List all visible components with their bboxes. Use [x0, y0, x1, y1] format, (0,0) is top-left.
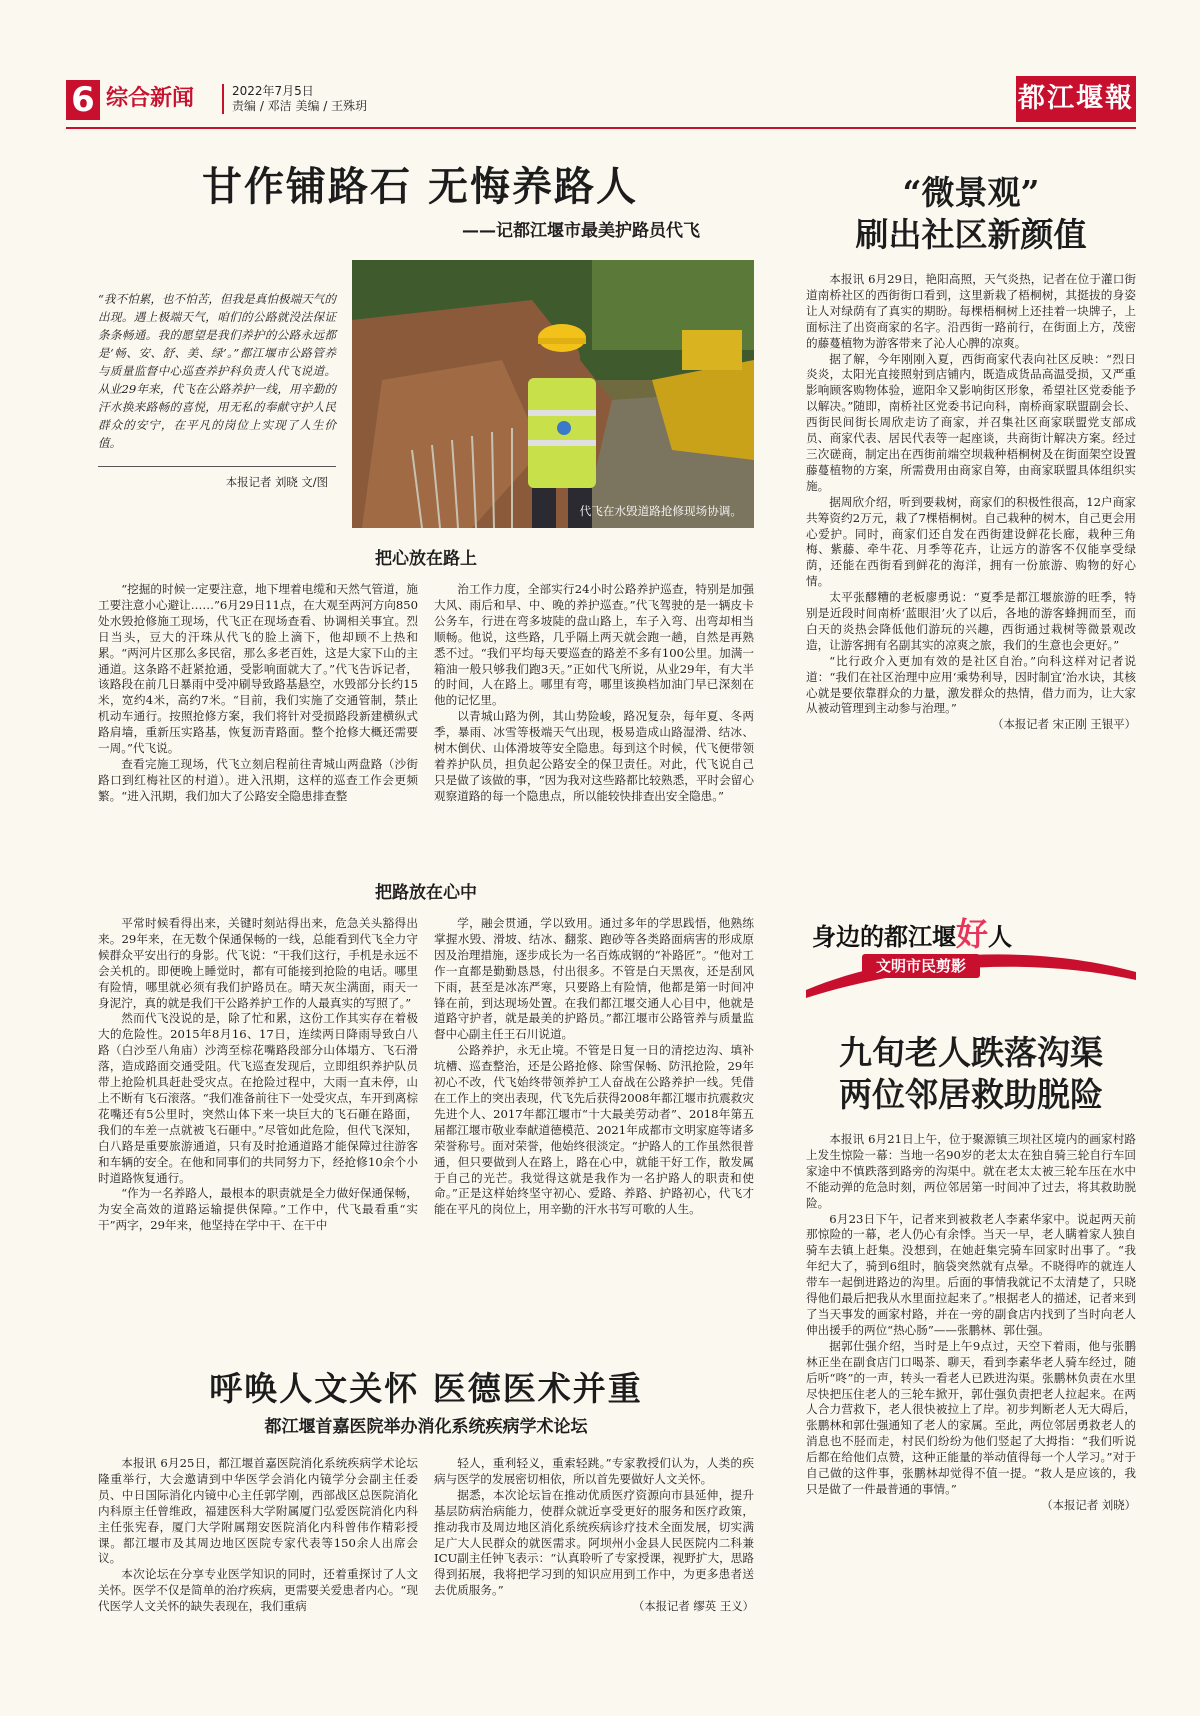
article4-byline: （本报记者 缪英 王义）	[632, 1599, 754, 1614]
issue-editors: 责编 / 邓洁 美编 / 王殊玥	[232, 99, 368, 113]
article4-column-1	[98, 1456, 418, 1652]
banner-title	[812, 915, 1013, 953]
article1-lead: “我不怕累，也不怕苦，但我是真怕极端天气的出现。遇上极端天气，咱们的公路就没法保证条条畅通。我的愿望是我们养护的公路永远都是‘畅、安、舒、美、绿’。”都江堰市公路管养与质量监督中心巡查养护科负责人代飞说道。从业29年来，代飞在公路养护一线，用辛勤的汗水换来路畅的喜悦，用无私的奉献守护人民群众的安宁，在平凡的岗位上实现了人生价值。	[98, 292, 336, 450]
paragraph: 然而代飞没说的是，除了忙和累，这份工作其实存在着极大的危险性。2015年8月16、17日，连续两日降雨导致白八路（白沙至八角庙）沙湾至棕花嘴路段部分山体塌方、飞石滑落，造成路面交通受阻。代飞巡查发现后，立即组织养护队员带上抢险机具赶赴受灾点。在抢险过程中，大雨一直未停，山上不断有飞石滚落。“我们准备前往下一处受灾点，车开到离棕花嘴还有5公里时，突然山体下来一块巨大的飞石砸在路面，我们的车差一点就被飞石砸中。”尽管如此危险，但代飞深知，白八路是重要旅游通道，只有及时抢通道路才能保障过往游客和车辆的安全。在他和同事们的共同努力下，经抢修10余个小时道路恢复通行。	[98, 1011, 418, 1185]
paragraph: 治工作力度，全部实行24小时公路养护巡查，特别是加强大风、雨后和早、中、晚的养护巡查。”代飞驾驶的是一辆皮卡公务车，行进在弯多坡陡的盘山路上，车子入弯、出弯却相当顺畅。他说，这些路，几乎隔上两天就会跑一趟，自然是再熟悉不过。“我们平均每天要巡查的路差不多有100公里。加满一箱油一般只够我们跑3天。”正如代飞所说，从业29年，有大半的时间，人在路上。哪里有弯，哪里该换档加油门早已深刻在他的记忆里。	[434, 582, 754, 708]
issue-date: 2022年7月5日	[232, 84, 314, 98]
article3-body	[806, 1132, 1136, 1632]
article3-title	[806, 1032, 1136, 1116]
article1-subtitle: ——记都江堰市最美护路员代飞	[462, 221, 700, 241]
banner-hao: 好	[956, 915, 989, 953]
banner-text-b: 人	[988, 922, 1013, 951]
article4-title: 呼唤人文关怀 医德医术并重	[209, 1369, 643, 1408]
paragraph: 据周欣介绍，听到要栽树，商家们的积极性很高，12户商家共筹资约2万元，栽了7棵梧桐树。自己栽种的树木，自己更会用心爱护。同时，商家们还自发在西街建设鲜花长廊，栽种三角梅、紫藤、牵牛花、月季等花卉，让远方的游客不仅能享受绿荫，还能在西街看到鲜花的海洋，拥有一份旅游、购物的好心情。	[806, 494, 1136, 589]
banner-text-a: 身边的都江堰	[812, 922, 956, 951]
lead-divider	[98, 466, 336, 467]
article2-body	[806, 272, 1136, 884]
paragraph: 本次论坛在分享专业医学知识的同时，还着重探讨了人文关怀。医学不仅是简单的治疗疾病，更需要关爱患者内心。“现代医学人文关怀的缺失表现在，我们重病	[98, 1567, 418, 1614]
section2-column-2	[434, 916, 754, 1336]
paragraph: 学，融会贯通，学以致用。通过多年的学思践悟，他熟练掌握水毁、滑坡、结冰、翻浆、跑砂等各类路面病害的形成原因及治理措施，逐步成长为一名百炼成钢的“补路匠”。“他对工作一直都是勤勤恳恳，付出很多。不管是白天黑夜，还是刮风下雨，甚至是冰冻严寒，只要路上有险情，他都是第一时间冲锋在前，到达现场处置。在我们都江堰交通人心目中，他就是道路守护者，就是最美的护路员。”都江堰市公路管养与质量监督中心副主任王石川说道。	[434, 916, 754, 1042]
banner-subtitle: 文明市民剪影	[862, 954, 980, 978]
paragraph: 据悉，本次论坛旨在推动优质医疗资源向市县延伸，提升基层防病治病能力，使群众就近享受更好的服务和医疗政策，推动我市及周边地区消化系统疾病诊疗技术全面发展，切实满足广大人民群众的就医需求。阿坝州小金县人民医院内二科兼ICU副主任钟飞表示：“认真聆听了专家授课，视野扩大，思路得到拓展，我将把学习到的知识应用到工作中，为更多患者送去优质服务。”	[434, 1487, 754, 1598]
paragraph: 本报讯 6月29日，艳阳高照，天气炎热，记者在位于灌口街道南桥社区的西街街口看到，这里新栽了梧桐树，其挺拔的身姿让人对绿荫有了真实的期盼。每棵梧桐树上还挂着一块牌子，上面标注了出资商家的名字。沿西街一路前行，在街面上方，茂密的藤蔓植物为游客带来了沁人心脾的凉爽。	[806, 272, 1136, 350]
paragraph: 公路养护，永无止境。不管是日复一日的清挖边沟、填补坑槽、巡查整治，还是公路抢修、除雪保畅、防汛抢险，29年初心不改，代飞始终带领养护工人奋战在公路养护一线。凭借在工作上的突出表现，代飞先后获得2008年都江堰市抗震救灾先进个人、2017年都江堰市“十大最美劳动者”、2018年第五届都江堰市敬业奉献道德模范、2021年成都市文明家庭等诸多荣誉称号。面对荣誉，他始终很淡定。“护路人的工作虽然很普通，但只要做到人在路上，路在心中，就能干好工作，散发属于自己的光芒。我觉得这就是我作为一名护路人的职责和使命。”正是这样始终坚守初心、爱路、养路、护路初心，代飞才能在平凡的岗位上，用辛勤的汗水书写可歌的人生。	[434, 1043, 754, 1217]
paragraph: 本报讯 6月25日，都江堰首嘉医院消化系统疾病学术论坛隆重举行，大会邀请到中华医学会消化内镜学分会副主任委员、中日国际消化内镜中心主任郭学刚，西部战区总医院消化内科原主任曾维政，福建医科大学附属厦门弘爱医院消化内科主任张宪春，厦门大学附属翔安医院消化内科曾伟作精彩授课。都江堰市及其周边地区医院专家代表等150余人出席会议。	[98, 1456, 418, 1566]
section1-column-2	[434, 582, 754, 870]
article4-column-2	[434, 1456, 754, 1652]
newspaper-logo: 都江堰報	[1016, 76, 1136, 122]
article1-title: 甘作铺路石 无悔养路人	[202, 163, 638, 210]
paragraph: 轻人，重利轻义，重索轻跳。”专家教授们认为，人类的疾病与医学的发展密切相依，所以首先要做好人文关怀。	[434, 1456, 754, 1486]
paragraph: 以青城山路为例，其山势险峻，路况复杂，每年夏、冬两季，暴雨、冰雪等极端天气出现，极易造成山路湿滑、结冰、树木倒伏、山体滑坡等安全隐患。每到这个时候，代飞便带领着养护队员，担负起公路安全的保卫责任。对此，代飞说自己只是做了该做的事，“因为我对这些路都比较熟悉，平时会留心观察道路的每一个隐患点，所以能较快排查出安全隐患。”	[434, 709, 754, 803]
section2-heading: 把路放在心中	[375, 883, 477, 903]
article1-photo	[352, 260, 754, 528]
page-number: 6	[66, 80, 100, 120]
section1-column-1	[98, 582, 418, 870]
paragraph: “挖掘的时候一定要注意，地下埋着电缆和天然气管道，施工要注意小心避让……”6月29日11点，在大观至两河方向850处水毁抢修施工现场，代飞正在现场查看、协调相关事宜。烈日当头，豆大的汗珠从代飞的脸上滴下，他却顾不上热和累。“两河片区那么多民宿，那么多老百姓，这是大家下山的主通道。这条路不赶紧抢通，受影响面就大了。”代飞告诉记者，该路段在前几日暴雨中受冲刷导致路基悬空，水毁部分长约15米，宽约4米，高约7米。“目前，我们实施了交通管制，禁止机动车通行。按照抢修方案，我们将针对受损路段新建横纵式路肩墙，重新压实路基，恢复沥青路面。整个抢修大概还需要一周。”代飞说。	[98, 582, 418, 756]
paragraph: 6月23日下午，记者来到被救老人李素华家中。说起两天前那惊险的一幕，老人仍心有余悸。当天一早，老人瞒着家人独自骑车去镇上赶集。没想到，在她赶集完骑车回家时出事了。“我年纪大了，骑到6组时，脑袋突然就有点晕。不晓得咋的就连人带车一起倒进路边的沟里。后面的事情我就记不太清楚了，只晓得他们最后把我从水里面拉起来了。”根据老人的描述，记者来到了当天事发的画家村路，并在一旁的副食店内找到了当时向老人伸出援手的两位“热心肠”——张鹏林、郭仕强。	[806, 1211, 1136, 1337]
article3-byline: （本报记者 刘晓）	[1041, 1497, 1136, 1512]
article3-title-line1: 九旬老人跌落沟渠	[839, 1033, 1103, 1072]
photo-caption: 代飞在水毁道路抢修现场协调。	[579, 504, 742, 518]
column-banner	[806, 912, 1136, 998]
road-repair-photo	[352, 260, 754, 528]
paragraph: 太平张醪糟的老板廖勇说：“夏季是都江堰旅游的旺季，特别是近段时间南桥‘蓝眼泪’火了以后，各地的游客蜂拥而至，而白天的炎热会降低他们游玩的兴趣，西街通过栽树等微景观改造，让游客拥有名副其实的凉爽之旅，我们的生意也会更好。”	[806, 590, 1136, 652]
article4-subtitle: 都江堰首嘉医院举办消化系统疾病学术论坛	[264, 1417, 588, 1437]
article2-title-line2: 刷出社区新颜值	[855, 215, 1087, 254]
paragraph: 本报讯 6月21日上午，位于聚源镇三坝社区境内的画家村路上发生惊险一幕：当地一名90岁的老太太在独自骑三轮自行车回家途中不慎跌落到路旁的沟渠中。就在老太太被三轮车压在水中不能动弹的危急时刻，两位邻居第一时间冲了过去，将其救助脱险。	[806, 1132, 1136, 1210]
article2-byline: （本报记者 宋正刚 王银平）	[992, 717, 1136, 732]
paragraph: 平常时候看得出来，关键时刻站得出来，危急关头豁得出来。29年来，在无数个保通保畅的一线，总能看到代飞全力守候群众平安出行的身影。代飞说：“干我们这行，手机是永远不会关机的。即便晚上睡觉时，都有可能接到抢险的电话。哪里有险情，哪里就必须有我们护路员在。晴天灰尘满面，雨天一身泥泞，真的就是我们干公路养护工作的人最真实的写照了。”	[98, 916, 418, 1010]
paragraph: 据郭仕强介绍，当时是上午9点过，天空下着雨，他与张鹏林正坐在副食店门口喝茶、聊天，看到李素华老人骑车经过，随后听“咚”的一声，转头一看老人已跌进沟渠。张鹏林负责在水里尽快把压住老人的三轮车掀开，郭仕强负责把老人拉起来。在两人合力营救下，老人很快被拉上了岸。初步判断老人无大碍后，张鹏林和郭仕强通知了老人的家属。至此，两位邻居勇救老人的消息也不胫而走，村民们纷纷为他们竖起了大拇指：“我们听说后都在给他们点赞，这种正能量的举动值得每一个人学习。”对于自己做的这件事，张鹏林却觉得不值一提。“救人是应该的，我只是做了一件最普通的事情。”	[806, 1338, 1136, 1496]
article2-title	[806, 172, 1136, 256]
issue-meta	[222, 84, 367, 114]
header-rule	[66, 127, 1136, 129]
section-title: 综合新闻	[106, 86, 195, 111]
section2-column-1	[98, 916, 418, 1336]
paragraph: “比行政介入更加有效的是社区自治。”向科这样对记者说道：“我们在社区治理中应用‘乘势利导，因时制宜’治水诀，其核心就是要依靠群众的力量，激发群众的热情，借力而为，让大家从被动管理到主动参与治理。”	[806, 653, 1136, 716]
article2-title-line1: “微景观”	[902, 173, 1040, 212]
article3-title-line2: 两位邻居救助脱险	[839, 1075, 1103, 1114]
paragraph: 查看完施工现场，代飞立刻启程前往青城山两盘路（沙街路口到红梅社区的村道）。进入汛期，这样的巡查工作会更频繁。“进入汛期，我们加大了公路安全隐患排查整	[98, 756, 418, 803]
paragraph: “作为一名养路人，最根本的职责就是全力做好保通保畅，为安全高效的道路运输提供保障。”工作中，代飞最看重“实干”两字，29年来，他坚持在学中干、在干中	[98, 1186, 418, 1233]
section1-heading: 把心放在路上	[375, 549, 477, 569]
article1-byline: 本报记者 刘晓 文/图	[225, 475, 328, 489]
paragraph: 据了解，今年刚刚入夏，西街商家代表向社区反映：“烈日炎炎，太阳光直接照射到店铺内，既造成货品高温受损，又严重影响顾客购物体验，遮阳伞又影响街区形象，希望社区党委能予以解决。”随即，南桥社区党委书记向科，南桥商家联盟副会长、西街民间街长周欣走访了商家，并召集社区商家联盟党支部成员、商家代表、居民代表等一起座谈，共商街计解决方案。经过三次磋商，制定出在西街前端空坝栽种梧桐树及在街面架空设置藤蔓植物的方案，所需费用由商家自筹，由商家联盟具体组织实施。	[806, 351, 1136, 493]
